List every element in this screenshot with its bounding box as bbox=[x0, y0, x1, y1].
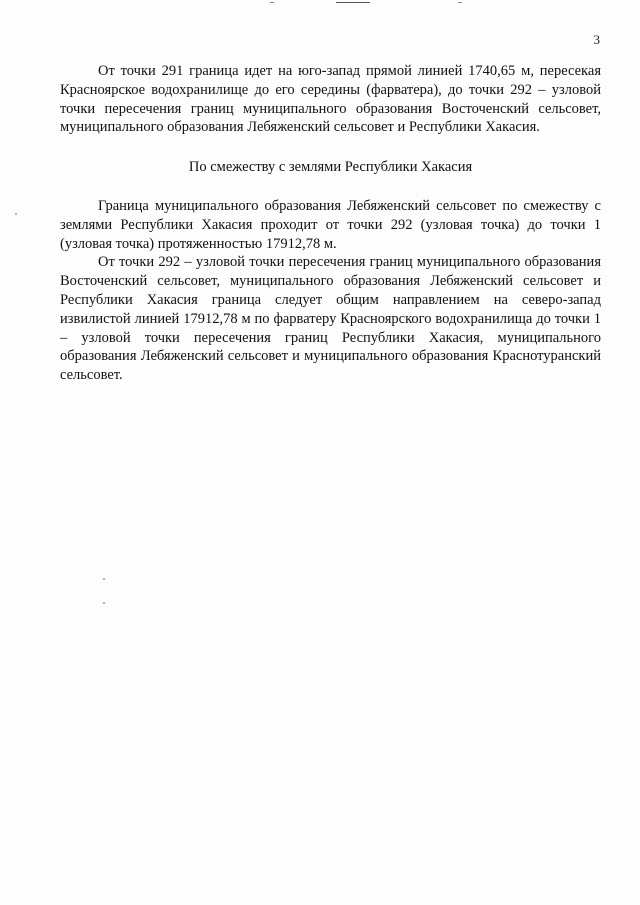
page-number: 3 bbox=[593, 32, 600, 47]
scan-mark-left bbox=[270, 2, 274, 3]
scan-speck bbox=[15, 213, 17, 215]
paragraph-boundary-point-292: От точки 292 – узловой точки пересечения границ муниципального образования Восточенский сельсовет, муниципального образования Лебяженский сельсовет и Республики Хакасия граница следует общим направлением на северо-запад извилистой линией 17912,78 м по фарватеру Красноярского водохранилища до точки 1 – узловой точки пересечения границ Республики Хакасия, муниципального образования Лебяженский сельсовет и муниципального образования Краснотуранский сельсовет. bbox=[60, 254, 601, 384]
scan-speck bbox=[103, 602, 105, 604]
scan-mark-center bbox=[336, 2, 370, 3]
paragraph-boundary-point-291: От точки 291 граница идет на юго-запад прямой линией 1740,65 м, пересекая Красноярское водохранилище до его середины (фарватера), до точки 292 – узловой точки пересечения границ муниципального образования Восточенский сельсовет, муниципального образования Лебяженский сельсовет и Республики Хакасия. bbox=[60, 63, 601, 136]
paragraph-boundary-overview: Граница муниципального образования Лебяженский сельсовет по смежеству с землями Республики Хакасия проходит от точки 292 (узловая точка) до точки 1 (узловая точка) протяженностью 17912,78 м. bbox=[60, 197, 601, 252]
document-body bbox=[60, 62, 601, 385]
scan-speck bbox=[103, 578, 105, 580]
scan-mark-right bbox=[458, 2, 462, 3]
section-heading: По смежеству с землями Республики Хакасия bbox=[188, 159, 473, 176]
